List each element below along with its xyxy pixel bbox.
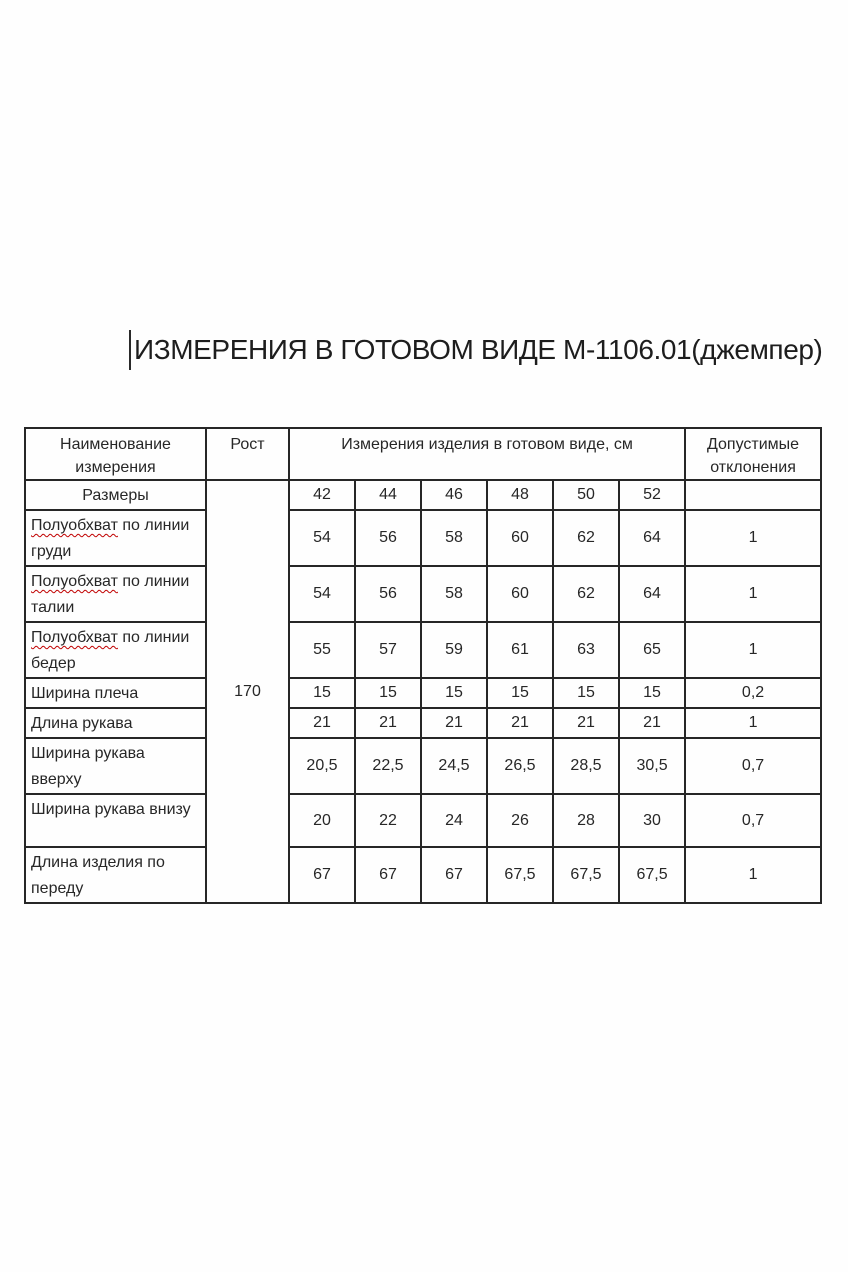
sizes-row	[25, 480, 821, 510]
value-cell: 21	[355, 708, 421, 738]
row-label: Ширина рукава внизу	[25, 794, 206, 847]
value-cell: 62	[553, 566, 619, 622]
value-cell: 54	[289, 510, 355, 566]
deviation-cell: 0,7	[685, 738, 821, 794]
value-cell: 15	[487, 678, 553, 708]
table-body	[25, 480, 821, 903]
header-deviation: Допустимые отклонения	[685, 428, 821, 480]
value-cell: 28,5	[553, 738, 619, 794]
size-cell: 42	[289, 480, 355, 510]
size-cell: 50	[553, 480, 619, 510]
deviation-cell: 1	[685, 622, 821, 678]
value-cell: 28	[553, 794, 619, 847]
value-cell: 54	[289, 566, 355, 622]
value-cell: 15	[355, 678, 421, 708]
deviation-cell	[685, 480, 821, 510]
value-cell: 67	[355, 847, 421, 903]
value-cell: 60	[487, 566, 553, 622]
value-cell: 58	[421, 566, 487, 622]
value-cell: 26,5	[487, 738, 553, 794]
value-cell: 62	[553, 510, 619, 566]
value-cell: 64	[619, 566, 685, 622]
measurement-row	[25, 794, 821, 847]
sizes-label: Размеры	[25, 480, 206, 510]
value-cell: 57	[355, 622, 421, 678]
row-label: Ширина рукава вверху	[25, 738, 206, 794]
title-row	[129, 329, 822, 371]
row-label: Полуобхват по линии груди	[25, 510, 206, 566]
value-cell: 30	[619, 794, 685, 847]
deviation-cell: 0,7	[685, 794, 821, 847]
size-cell: 48	[487, 480, 553, 510]
value-cell: 30,5	[619, 738, 685, 794]
value-cell: 15	[619, 678, 685, 708]
height-value-cell: 170	[206, 480, 289, 903]
value-cell: 67	[421, 847, 487, 903]
size-cell: 52	[619, 480, 685, 510]
value-cell: 21	[421, 708, 487, 738]
value-cell: 21	[619, 708, 685, 738]
measurement-row	[25, 566, 821, 622]
value-cell: 55	[289, 622, 355, 678]
misspelled-word: Полуобхват	[31, 517, 118, 534]
deviation-cell: 1	[685, 566, 821, 622]
value-cell: 21	[289, 708, 355, 738]
measurement-row	[25, 510, 821, 566]
header-row	[25, 428, 821, 480]
value-cell: 56	[355, 566, 421, 622]
row-label: Полуобхват по линии талии	[25, 566, 206, 622]
value-cell: 15	[289, 678, 355, 708]
size-cell: 46	[421, 480, 487, 510]
size-chart-table	[24, 427, 822, 904]
measurement-row	[25, 678, 821, 708]
value-cell: 56	[355, 510, 421, 566]
row-label: Длина изделия по переду	[25, 847, 206, 903]
header-measurement-name: Наименование измерения	[25, 428, 206, 480]
value-cell: 20,5	[289, 738, 355, 794]
value-cell: 67,5	[553, 847, 619, 903]
value-cell: 67,5	[487, 847, 553, 903]
header-measurements: Измерения изделия в готовом виде, см	[289, 428, 685, 480]
row-label: Полуобхват по линии бедер	[25, 622, 206, 678]
value-cell: 24,5	[421, 738, 487, 794]
measurement-row	[25, 622, 821, 678]
deviation-cell: 0,2	[685, 678, 821, 708]
misspelled-word: Полуобхват	[31, 573, 118, 590]
value-cell: 59	[421, 622, 487, 678]
value-cell: 15	[421, 678, 487, 708]
value-cell: 26	[487, 794, 553, 847]
value-cell: 67	[289, 847, 355, 903]
value-cell: 22,5	[355, 738, 421, 794]
value-cell: 61	[487, 622, 553, 678]
value-cell: 20	[289, 794, 355, 847]
measurement-row	[25, 708, 821, 738]
text-cursor	[129, 330, 131, 370]
value-cell: 15	[553, 678, 619, 708]
value-cell: 60	[487, 510, 553, 566]
misspelled-word: Полуобхват	[31, 629, 118, 646]
deviation-cell: 1	[685, 847, 821, 903]
value-cell: 58	[421, 510, 487, 566]
value-cell: 63	[553, 622, 619, 678]
header-height: Рост	[206, 428, 289, 480]
value-cell: 24	[421, 794, 487, 847]
row-label: Ширина плеча	[25, 678, 206, 708]
size-cell: 44	[355, 480, 421, 510]
document-title: ИЗМЕРЕНИЯ В ГОТОВОМ ВИДЕ М-1106.01(джемпер)	[134, 334, 823, 365]
measurement-row	[25, 738, 821, 794]
value-cell: 21	[487, 708, 553, 738]
deviation-cell: 1	[685, 510, 821, 566]
deviation-cell: 1	[685, 708, 821, 738]
value-cell: 64	[619, 510, 685, 566]
value-cell: 21	[553, 708, 619, 738]
value-cell: 67,5	[619, 847, 685, 903]
value-cell: 22	[355, 794, 421, 847]
measurement-row	[25, 847, 821, 903]
row-label: Длина рукава	[25, 708, 206, 738]
value-cell: 65	[619, 622, 685, 678]
